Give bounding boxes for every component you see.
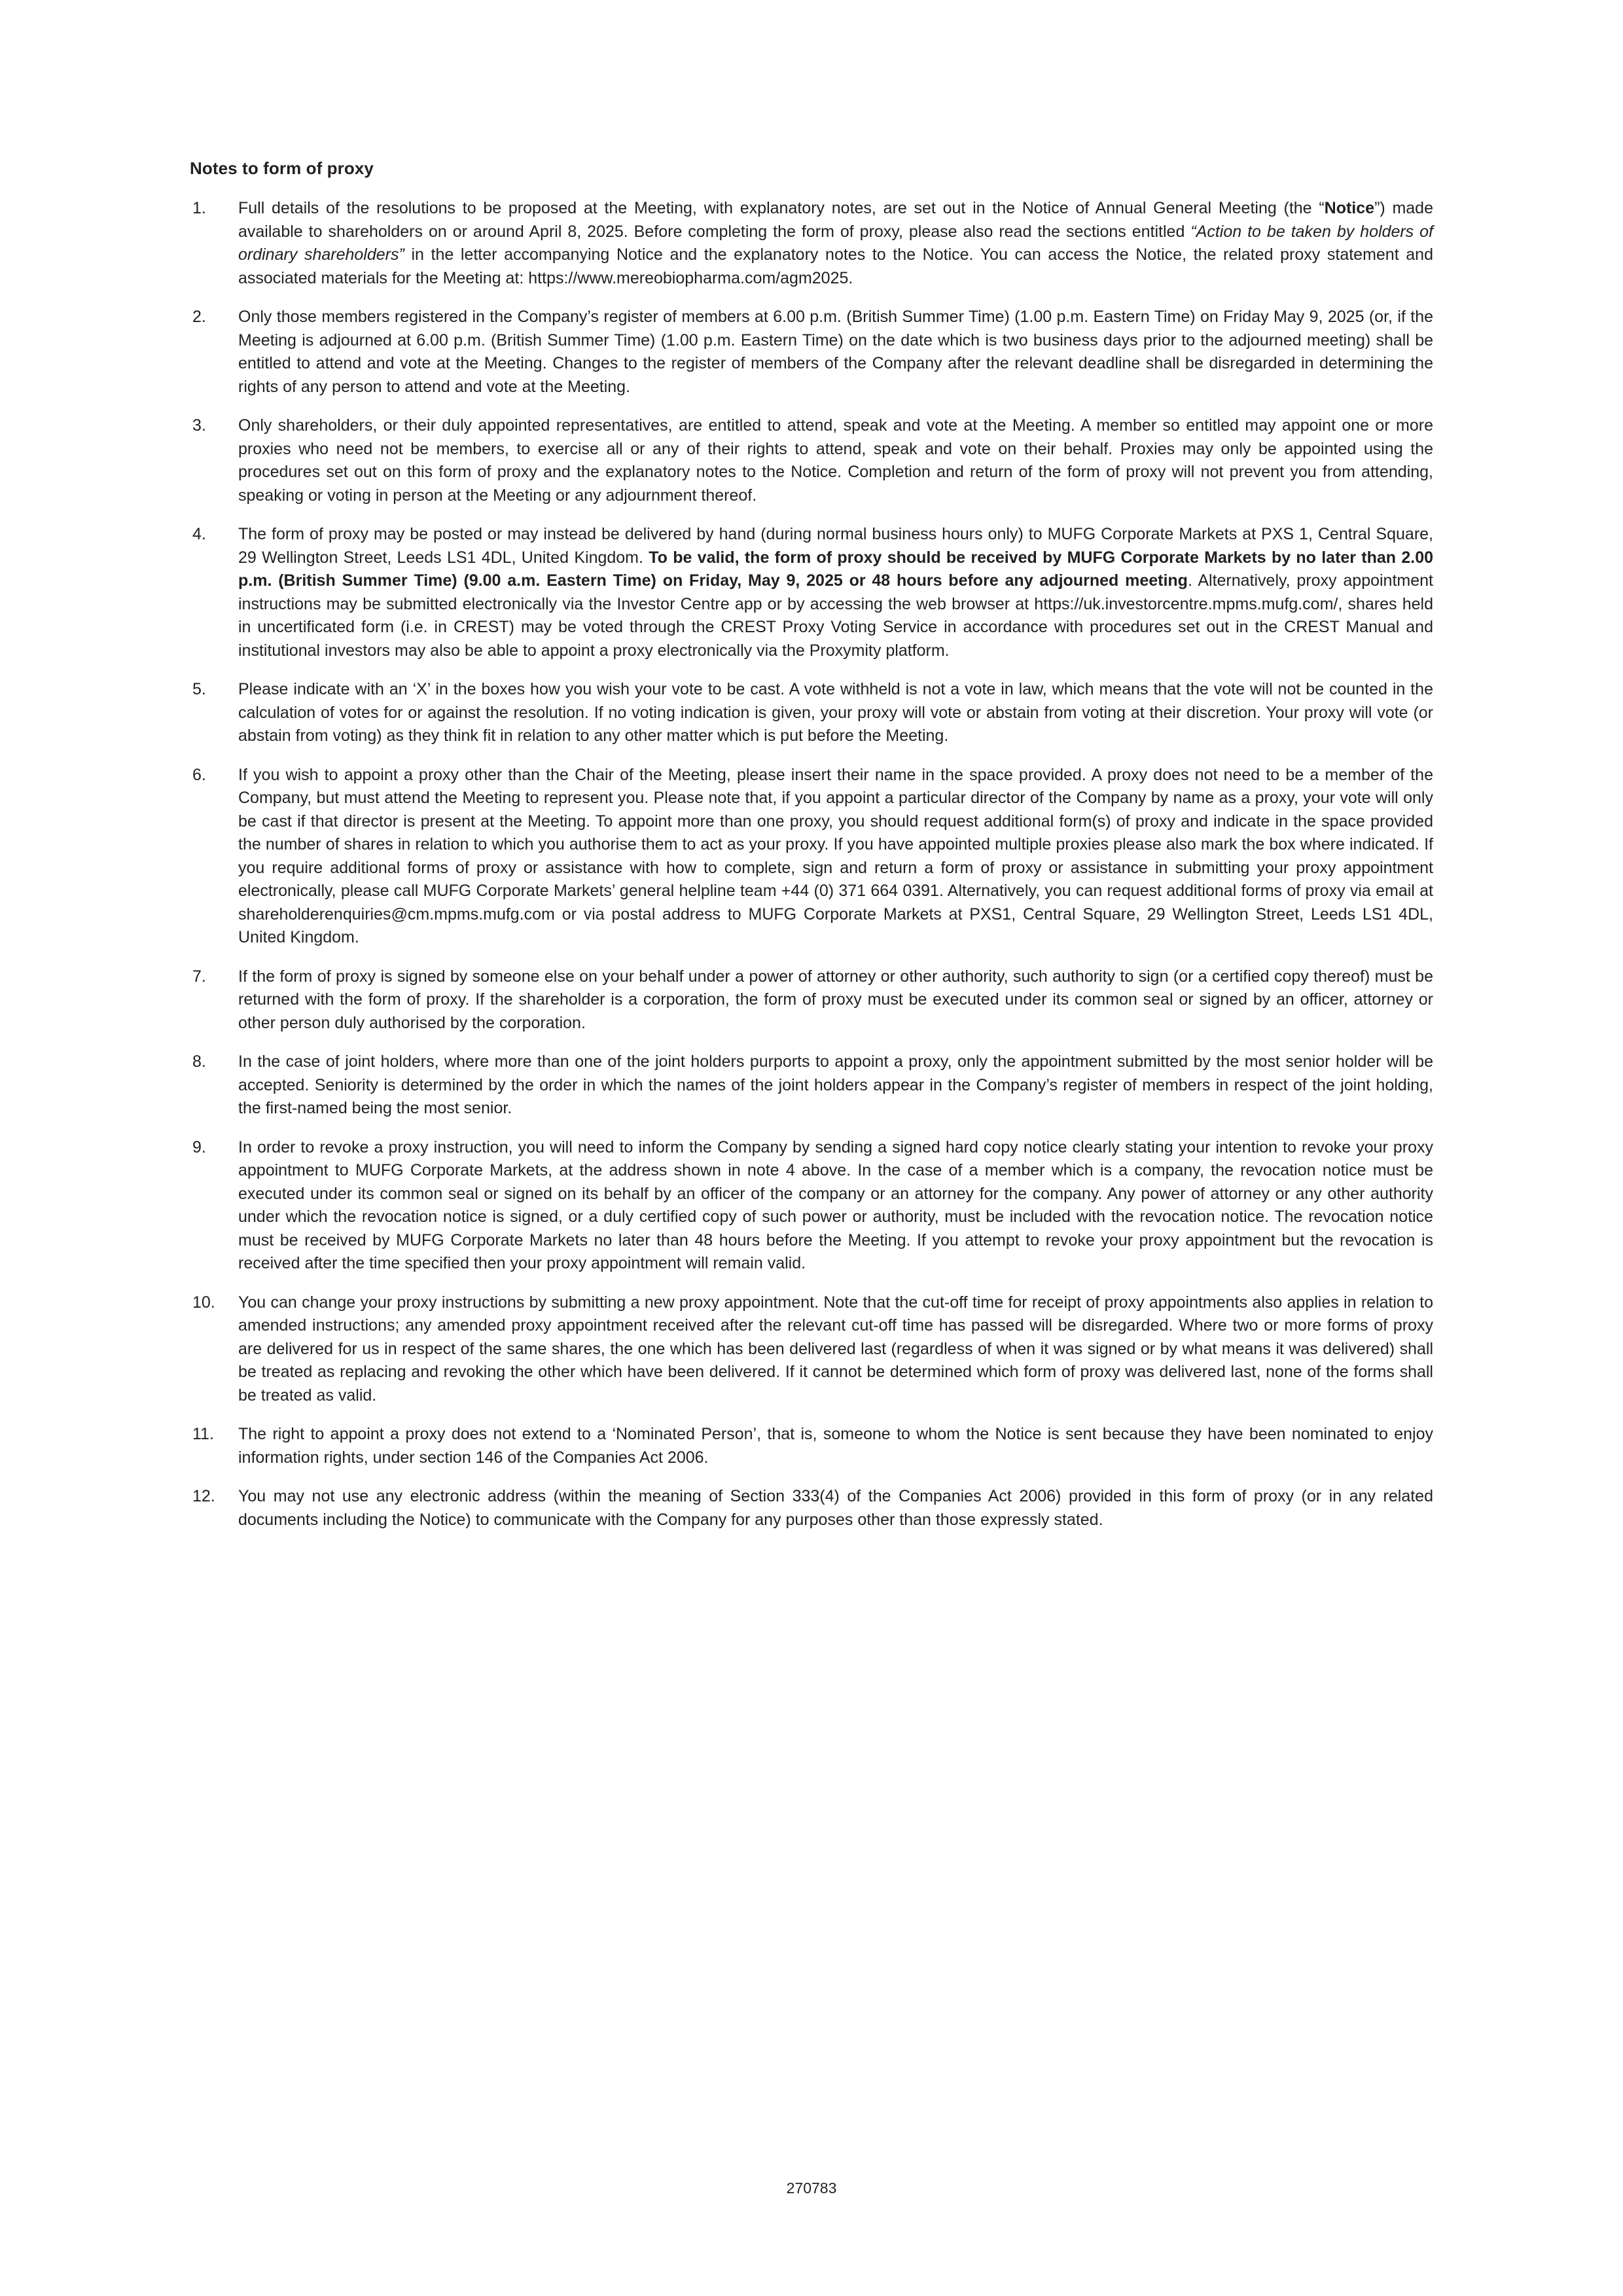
note-text: In the case of joint holders, where more than one of the joint holders purports to appoint a proxy, only the appointment submitted by the most senior holder will be accepted. Seniority is determined by the order in which the names of the joint holders appear in the Company’s register of members in respect of the joint holding, the first-named being the most senior. xyxy=(238,1052,1433,1118)
note-number: 5. xyxy=(192,680,206,699)
note-item xyxy=(190,197,1433,290)
note-item xyxy=(190,1291,1433,1408)
note-text: Please indicate with an ‘X’ in the boxes how you wish your vote to be cast. A vote withheld is not a vote in law, which means that the vote will not be counted in the calculation of votes for or against the resolution. If no voting indication is given, your proxy will vote or abstain from voting at their discretion. Your proxy will vote (or abstain from voting) as they think fit in relation to any other matter which is put before the Meeting. xyxy=(238,680,1433,745)
note-item xyxy=(190,1050,1433,1121)
note-number: 8. xyxy=(192,1052,206,1071)
note-text: You can change your proxy instructions by submitting a new proxy appointment. Note that the cut-off time for receipt of proxy appointments also applies in relation to amended instructions; any amended proxy appointment received after the relevant cut-off time has passed will be disregarded. Where two or more forms of proxy are delivered for us in respect of the same shares, the one which has been delivered last (regardless of when it was signed or by what means it was delivered) shall be treated as replacing and revoking the other which have been delivered. If it cannot be determined which form of proxy was delivered last, none of the forms shall be treated as valid. xyxy=(238,1293,1433,1405)
note-number: 4. xyxy=(192,525,206,544)
note-text: Only those members registered in the Company’s register of members at 6.00 p.m. (British Summer Time) (1.00 p.m. Eastern Time) on Friday May 9, 2025 (or, if the Meeting is adjourned at 6.00 p.m. (British Summer Time) (1.00 p.m. Eastern Time) on the date which is two business days prior to the adjourned meeting) shall be entitled to attend and vote at the Meeting. Changes to the register of members of the Company after the relevant deadline shall be disregarded in determining the rights of any person to attend and vote at the Meeting. xyxy=(238,308,1433,396)
note-number: 12. xyxy=(192,1487,215,1506)
note-text: You may not use any electronic address (within the meaning of Section 333(4) of the Companies Act 2006) provided in this form of proxy (or in any related documents including the Notice) to communicate with the Company for any purposes other than those expressly stated. xyxy=(238,1487,1433,1529)
page-footer-code: 270783 xyxy=(786,2179,837,2197)
note-number: 2. xyxy=(192,308,206,327)
note-number: 6. xyxy=(192,765,206,784)
note-text: The form of proxy may be posted or may instead be delivered by hand (during normal business hours only) to MUFG Corporate Markets at PXS 1, Central Square, 29 Wellington Street, Leeds LS1 4DL, United Kingdom. To be valid, the form of proxy should be received by MUFG Corporate Markets by no later than 2.00 p.m. (British Summer Time) (9.00 a.m. Eastern Time) on Friday, May 9, 2025 or 48 hours before any adjourned meeting. Alternatively, proxy appointment instructions may be submitted electronically via the Investor Centre app or by accessing the web browser at https://uk.investorcentre.mpms.mufg.com/, shares held in uncertificated form (i.e. in CREST) may be voted through the CREST Proxy Voting Service in accordance with procedures set out in the CREST Manual and institutional investors may also be able to appoint a proxy electronically via the Proxymity platform. xyxy=(238,525,1434,660)
note-text: If you wish to appoint a proxy other than the Chair of the Meeting, please insert their name in the space provided. A proxy does not need to be a member of the Company, but must attend the Meeting to represent you. Please note that, if you appoint a particular director of the Company by name as a proxy, your vote will only be cast if that director is present at the Meeting. To appoint more than one proxy, you should request additional form(s) of proxy and indicate in the space provided the number of shares in relation to which you authorise them to act as your proxy. If you have appointed multiple proxies please also mark the box where indicated. If you require additional forms of proxy or assistance with how to complete, sign and return a form of proxy or assistance in submitting your proxy appointment electronically, please call MUFG Corporate Markets’ general helpline team +44 (0) 371 664 0391. Alternatively, you can request additional forms of proxy via email at shareholderenquiries@cm.mpms.mufg.com or via postal address to MUFG Corporate Markets at PXS1, Central Square, 29 Wellington Street, Leeds LS1 4DL, United Kingdom. xyxy=(238,765,1433,947)
page-title: Notes to form of proxy xyxy=(190,158,374,178)
note-text: In order to revoke a proxy instruction, you will need to inform the Company by sending a signed hard copy notice clearly stating your intention to revoke your proxy appointment to MUFG Corporate Markets, at the address shown in note 4 above. In the case of a member which is a company, the revocation notice must be executed under its common seal or signed on its behalf by an officer of the company or an attorney for the company. Any power of attorney or any other authority under which the revocation notice is signed, or a duly certified copy of such power or authority, must be included with the revocation notice. The revocation notice must be received by MUFG Corporate Markets no later than 48 hours before the Meeting. If you attempt to revoke your proxy appointment but the revocation is received after the time specified then your proxy appointment will remain valid. xyxy=(238,1138,1433,1273)
note-number: 1. xyxy=(192,199,206,218)
note-number: 3. xyxy=(192,416,206,435)
note-item xyxy=(190,965,1433,1035)
note-number: 10. xyxy=(192,1293,215,1312)
note-item xyxy=(190,1485,1433,1532)
note-item xyxy=(190,678,1433,748)
note-text: Only shareholders, or their duly appointed representatives, are entitled to attend, speak and vote at the Meeting. A member so entitled may appoint one or more proxies who need not be members, to exercise all or any of their rights to attend, speak and vote on their behalf. Proxies may only be appointed using the procedures set out on this form of proxy and the explanatory notes to the Notice. Completion and return of the form of proxy will not prevent you from attending, speaking or voting in person at the Meeting or any adjournment thereof. xyxy=(238,416,1433,505)
note-number: 11. xyxy=(192,1425,214,1444)
note-item xyxy=(190,1423,1433,1469)
note-text: Full details of the resolutions to be proposed at the Meeting, with explanatory notes, are set out in the Notice of Annual General Meeting (the “Notice”) made available to shareholders on or around April 8, 2025. Before completing the form of proxy, please also read the sections entitled “Action to be taken by holders of ordinary shareholders” in the letter accompanying Notice and the explanatory notes to the Notice. You can access the Notice, the related proxy statement and associated materials for the Meeting at: https://www.mereobiopharma.com/agm2025. xyxy=(238,199,1433,287)
note-item xyxy=(190,1136,1433,1276)
note-item xyxy=(190,523,1433,662)
note-text: The right to appoint a proxy does not extend to a ‘Nominated Person’, that is, someone to whom the Notice is sent because they have been nominated to enjoy information rights, under section 146 of the Companies Act 2006. xyxy=(238,1425,1433,1467)
notes-list xyxy=(190,197,1433,1532)
note-item xyxy=(190,764,1433,950)
note-number: 9. xyxy=(192,1138,206,1157)
note-item xyxy=(190,306,1433,399)
note-item xyxy=(190,414,1433,507)
note-text: If the form of proxy is signed by someone else on your behalf under a power of attorney or other authority, such authority to sign (or a certified copy thereof) must be returned with the form of proxy. If the shareholder is a corporation, the form of proxy must be executed under its common seal or signed by an officer, attorney or other person duly authorised by the corporation. xyxy=(238,967,1433,1032)
note-number: 7. xyxy=(192,967,206,986)
